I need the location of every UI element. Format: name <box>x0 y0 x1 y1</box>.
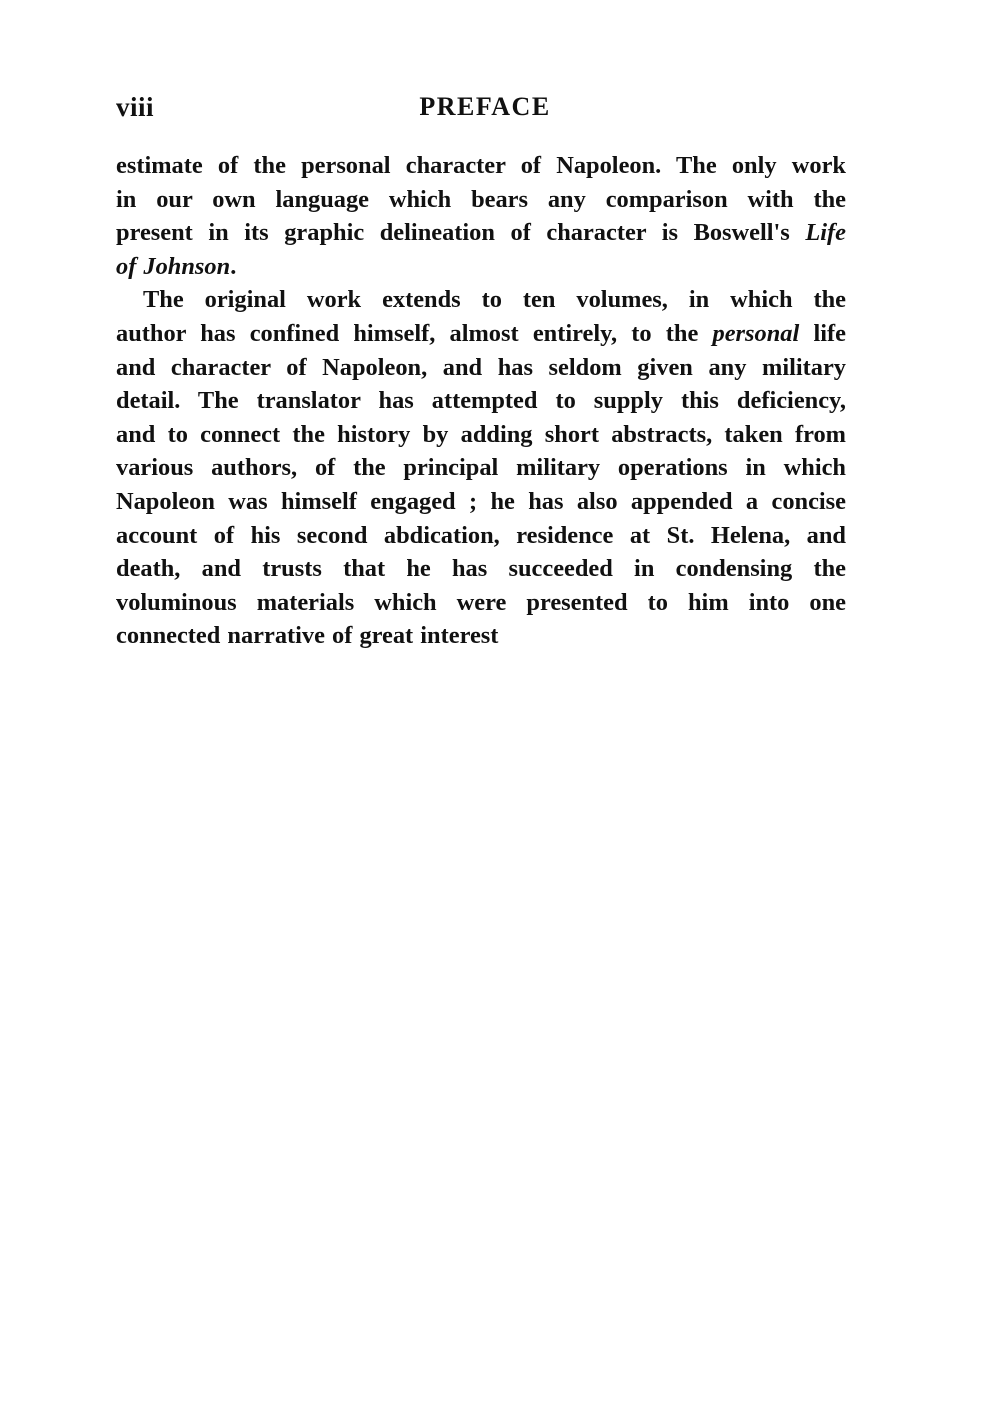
italic-title: of Johnson <box>116 252 231 280</box>
text-line <box>116 216 846 250</box>
text-line: connected narrative of great interest <box>116 622 499 650</box>
page-header <box>116 92 846 132</box>
text-line: death, and trusts that he has succeeded in condensing the <box>116 555 846 583</box>
text-segment: life <box>813 319 846 347</box>
text-line <box>116 317 846 351</box>
text-line: estimate of the personal character of Napoleon. The only work <box>116 152 846 179</box>
text-line: and to connect the history by adding short abstracts, taken from <box>116 420 846 448</box>
text-line: The original work extends to ten volumes, in which the <box>143 286 846 314</box>
text-line <box>116 250 846 284</box>
text-segment: present in its graphic delineation of character is Boswell's <box>116 219 790 247</box>
paragraph <box>116 149 846 283</box>
text-line: in our own language which bears any comparison with the <box>116 185 846 213</box>
body-text <box>116 149 846 653</box>
running-head: PREFACE <box>419 92 551 121</box>
italic-emphasis: personal <box>712 319 800 347</box>
paragraph <box>116 283 846 653</box>
text-line: account of his second abdication, residence at St. Helena, and <box>116 521 846 549</box>
italic-title: Life <box>805 219 846 247</box>
text-line: voluminous materials which were presented to him into one <box>116 588 846 616</box>
text-segment: author has confined himself, almost entirely, to the <box>116 319 699 347</box>
text-line: detail. The translator has attempted to supply this deficiency, <box>116 387 846 415</box>
page-number: viii <box>116 92 155 122</box>
text-line: various authors, of the principal military operations in which <box>116 454 846 482</box>
text-line: and character of Napoleon, and has seldom given any military <box>116 353 846 381</box>
text-segment: . <box>230 252 237 280</box>
text-line: Napoleon was himself engaged ; he has also appended a concise <box>116 487 846 515</box>
